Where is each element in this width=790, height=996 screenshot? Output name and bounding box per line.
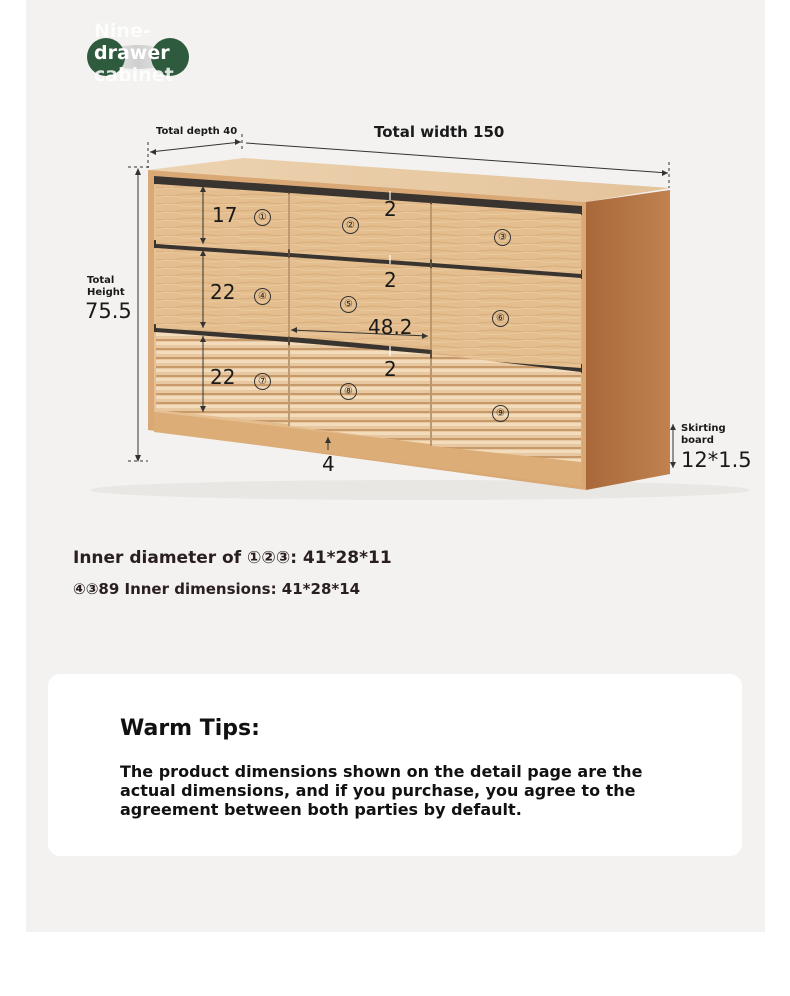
row3-height: 22 [210,365,236,389]
inner-dimension-line1: Inner diameter of ①②③: 41*28*11 [73,548,392,568]
warm-tips-title: Warm Tips: [120,716,260,741]
gap-top: 2 [384,197,397,221]
drawer-width: 48.2 [368,315,413,339]
row1-height: 17 [212,203,238,227]
drawer-2-number: ② [342,217,359,234]
drawer-6-number: ⑥ [492,310,509,327]
drawer-4-number: ④ [254,288,271,305]
skirting-value: 12*1.5 [681,448,752,472]
warm-tips-card [48,674,742,856]
skirting-label-line1: Skirting [681,423,726,434]
total-height-label-line1: Total [87,275,115,286]
total-width-label: Total width 150 [374,123,505,141]
drawer-1-number: ① [254,209,271,226]
total-height-label-line2: Height [87,287,125,298]
drawer-7-number: ⑦ [254,373,271,390]
total-height-value: 75.5 [85,299,132,323]
inner-dimension-line2: ④③89 Inner dimensions: 41*28*14 [73,580,361,598]
skirting-label-line2: board [681,435,714,446]
drawer-5-number: ⑤ [340,296,357,313]
drawer-8-number: ⑧ [340,383,357,400]
base-height: 4 [322,452,335,476]
drawer-9-number: ⑨ [492,405,509,422]
gap-middle: 2 [384,268,397,292]
gap-bottom: 2 [384,357,397,381]
total-depth-label: Total depth 40 [156,126,238,137]
drawer-3-number: ③ [494,229,511,246]
row2-height: 22 [210,280,236,304]
badge-title: Nine- drawer cabinet [94,20,174,86]
warm-tips-body: The product dimensions shown on the detail page are the actual dimensions, and if you purchase, you agree to the agreement between both parties by default. [120,762,643,819]
